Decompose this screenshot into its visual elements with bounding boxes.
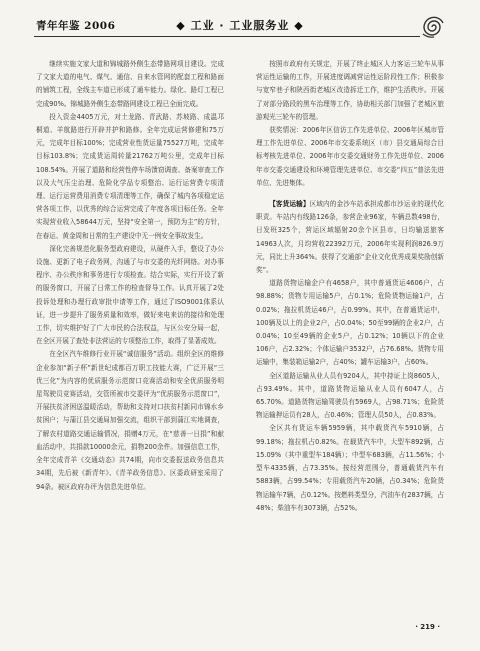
page-header — [0, 0, 480, 44]
paragraph-text: 区域内的金沙车站承担成都市沙运业的现代化职责。车站内有线路126条，参营企业96家，车辆总数498台，日发班325个，营运区域辐射20余个区县市，日均输送旅客14963人次，月均营收22392万元，2006年实现利润826.9万元，同比上升364%。获得了交通部“企业文化优秀成果奖励创新奖”。 — [256, 200, 445, 275]
section-tag: 【客货运输】 — [269, 200, 310, 209]
paragraph: 获奖情况：2006年区信访工作先进单位、2006年区城市管理工作先进单位、2006年市交委系统区（市）县交通局综合目标考核先进单位、2006年市交委交通财务工作先进单位、2006年市交委交通建设和环境管理先进单位、市交委“四五”普法先进单位、先进集体。 — [256, 126, 444, 187]
right-column — [256, 58, 444, 515]
paragraph: 在全区汽车维修行业开展“诚信服务”活动。组织全区的维修企业参加“新子杯”新世纪成都百万职工技能大赛，广泛开展“三优三化”为内容的优质服务示范窗口竞赛活动和安全优质服务明星驾驶员竞赛活动，交管所被市交委评为“优质服务示范窗口”，开展扶贫济困送温暖活动，帮助和支持对口扶贫村新同市锦水乡贫困户；与蒲江县交通局加强交流，组织干部到蒲江实地调查，了解农村道路交通运输情况，捐赠4万元，在“慈善一日捐”和献血活动中，共捐款10000余元，捐物200余件。加强信息工作，全年完成青羊《交通动态》共74期，向市交委报送政务信息共34期，先后被《新青年》、《青羊政务信息》、区委政研室采用了94条。被区政府办评为信息先进单位。 — [36, 350, 224, 491]
paragraph: 投入资金4405万元，对土龙路、青武路、苏坡路、成温邛桐道、羊航路进行开辟并护和路修。全年完成运营修建和75万元，完成年目标100%；完成营业性货运量75527万吨，完成年目标103.8%；完成货运周转量21762万吨公里，完成年目标108.54%。开展了道路和经营性停车场馈窃调查、备案审查工作以及大气压尘治理、危险化学品专项整治、运行运营费专项清理、运行运营费用消费专项清理等工作，确保了城内各项稳定运营各项工作，以优秀的综合运营完成了年度各项目标任务。全年实现营业收入58644万元，坚持“安全第一，预防为主”的方针，在春运、黄金周和日常的生产建设中无一例安全事故发生。 — [36, 112, 224, 240]
page-number: · 219 · — [415, 623, 440, 631]
paragraph: 继续实施文家大道和锦城路外侧生态带路网项目建设。完成了文家大道的电气、煤气、通信、自来水管网的配套工程和路面的铺筑工程，全线主车道已形成了通车能力。绿化、路灯工程已完成90%。锦城路外侧生态带路网建设工程已全面完成。 — [36, 60, 224, 108]
section-title: ◆ 工业 · 工业服务业 ◆ — [176, 19, 304, 32]
paragraph: 全区共有货运车辆5959辆，其中载货汽车5910辆，占99.18%；拖拉机占0.82%。在载货汽车中，大型车892辆，占15.09%（其中重型车184辆）；中型车683辆，占11.56%；小型车4335辆，占73.35%。按经营范围分，普通载货汽车有5883辆，占99.54%；专用载货汽车20辆，占0.34%；危险货物运输车7辆，占0.12%。按燃料类型分，汽油车有2837辆，占48%；柴油车有3073辆，占52%。 — [256, 424, 444, 512]
section-paragraph — [256, 198, 444, 277]
spiral-ornament-icon — [420, 14, 448, 40]
paragraph: 道路货物运输企户有4658户，其中普通货运4606户，占98.88%；货物专用运输5户，占0.1%；危险货物运输1户，占0.02%；拖拉机货运46户，占0.99%。其中，在普通货运中，100辆及以上的企业2户，占0.04%；50至99辆的企业2户，占0.04%；10至49辆的企业5户，占0.12%；10辆以下的企业106户，占2.32%；个体运输户3532户，占76.68%。货物专用运输中，集装箱运输2户，占40%；罐车运输3户，占60%。 — [256, 279, 444, 367]
paragraph: 全区道路运输从业人员有9204人，其中持证上岗8605人，占93.49%。其中，道路货物运输从业人员有6047人，占65.70%。道路货物运输驾驶员有5969人，占98.71%；危险货物运输押运员有28人，占0.46%；管理人员50人，占0.83%。 — [256, 371, 444, 420]
yearbook-title: 青年年鉴 2006 — [36, 20, 116, 32]
paragraph: 深化完善规范化服务型政府建设，从硬件入手，整设了办公设施、更新了电子政务网，沟通了与市交委的光纤网络。对办事程序、办公秩序和事务进行专项检查。结合实际，实行开设了新的服务窗口，开展了日常工作的检查督导工作。认真开展了2处投诉处理和办理行政审批申请等工作，通过了ISO9001体系认证，进一步提升了服务质量和效率，做好来电来访的接待和处理工作，切实维护好了广大市民的合法权益，与区公安分局一起，在全区开展了查处非法营运的专项整治工作，取得了显著成效。 — [36, 244, 224, 346]
left-column — [36, 58, 224, 494]
paragraph: 按照市政府有关规定，开展了终止城区人力客运三轮车从事营运性运输的工作，开展进度调减营运性运阶段性工作；积极参与宽窄巷子和陕西街老城区改造拆迁工作，维护生活秩序。开展了对部分路段的黑车治理等工作，协助相关部门加强了老城区旅游观光三轮车的管理。 — [256, 60, 444, 121]
header-rule — [34, 36, 420, 37]
